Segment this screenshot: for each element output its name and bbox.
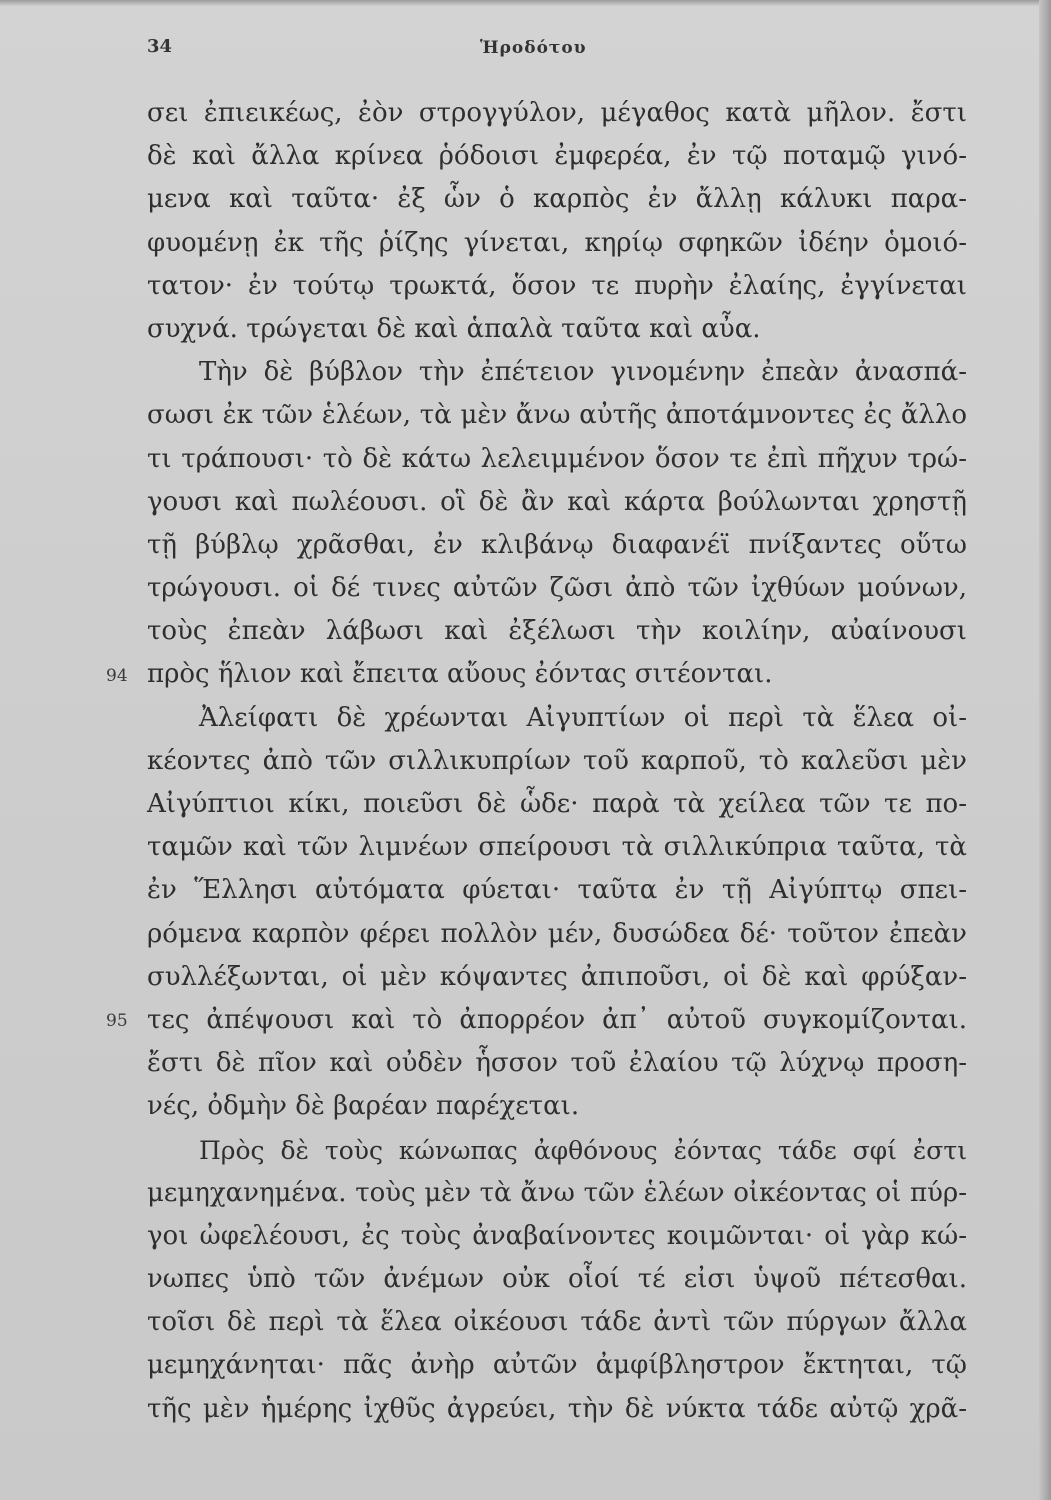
running-title: Ἡροδότου [480,38,587,58]
text-line: συχνά. τρώγεται δὲ καὶ ἁπαλὰ ταῦτα καὶ αὖα. [147,313,761,344]
text-line: πρὸς ἥλιον καὶ ἔπειτα αὔους ἐόντας σιτέονται. [147,659,773,690]
text-line: τοὺς ἐπεὰν λάβωσι καὶ ἐξέλωσι τὴν κοιλίην, αὐαίνουσι [147,616,967,647]
text-line: σει ἐπιεικέως, ἐὸν στρογγύλον, μέγαθος κατὰ μῆλον. ἔστι [147,98,967,128]
text-line: τι τράπουσι· τὸ δὲ κάτω λελειμμένον ὅσον τε ἐπὶ πῆχυν τρώ- [147,443,967,474]
text-line: ρόμενα καρπὸν φέρει πολλὸν μέν, δυσώδεα δέ· τοῦτον ἐπεὰν [147,918,967,949]
text-line: τατον· ἐν τούτῳ τρωκτά, ὅσον τε πυρὴν ἐλαίης, ἐγγίνεται [147,270,967,301]
chapter-number: 95 [106,1011,128,1032]
text-line: Τὴν δὲ βύβλον τὴν ἐπέτειον γινομένην ἐπεὰν ἀνασπά- [199,357,967,388]
text-line: τρώγουσι. οἱ δέ τινες αὐτῶν ζῶσι ἀπὸ τῶν ἰχθύων μούνων, [147,573,967,604]
text-line: νές, ὀδμὴν δὲ βαρέαν παρέχεται. [147,1091,580,1122]
text-line: Πρὸς δὲ τοὺς κώνωπας ἀφθόνους ἐόντας τάδε σφί ἐστι [199,1135,967,1165]
text-line: συλλέξωνται, οἱ μὲν κόψαντες ἀπιποῦσι, οἱ δὲ καὶ φρύξαν- [147,961,967,992]
text-line: τῆς μὲν ἡμέρης ἰχθῦς ἀγρεύει, τὴν δὲ νύκτα τάδε αὐτῷ χρᾶ- [147,1393,967,1424]
text-line: νωπες ὑπὸ τῶν ἀνέμων οὐκ οἷοί τέ εἰσι ὑψοῦ πέτεσθαι. [147,1264,967,1295]
text-line: τες ἀπέψουσι καὶ τὸ ἀπορρέον ἀπ᾽ αὐτοῦ συγκομίζονται. [147,1004,967,1035]
text-line: κέοντες ἀπὸ τῶν σιλλικυπρίων τοῦ καρποῦ, τὸ καλεῦσι μὲν [147,745,967,776]
text-line: μενα καὶ ταῦτα· ἐξ ὧν ὁ καρπὸς ἐν ἄλλῃ κάλυκι παρα- [147,184,967,215]
page-top-edge [0,0,1051,6]
page-number: 34 [147,36,173,57]
text-line: τοῖσι δὲ περὶ τὰ ἕλεα οἰκέουσι τάδε ἀντὶ τῶν πύργων ἄλλα [147,1307,967,1338]
text-line: Αἰγύπτιοι κίκι, ποιεῦσι δὲ ὧδε· παρὰ τὰ χείλεα τῶν τε πο- [147,789,967,819]
text-line: ἔστι δὲ πῖον καὶ οὐδὲν ἧσσον τοῦ ἐλαίου τῷ λύχνῳ προση- [147,1048,967,1079]
text-line: Ἀλείφατι δὲ χρέωνται Αἰγυπτίων οἱ περὶ τὰ ἕλεα οἰ- [199,702,967,733]
text-line: γουσι καὶ πωλέουσι. οἳ δὲ ἂν καὶ κάρτα βούλωνται χρηστῇ [147,486,967,517]
text-line: μεμηχάνηται· πᾶς ἀνὴρ αὐτῶν ἀμφίβληστρον ἔκτηται, τῷ [147,1350,967,1381]
text-line: γοι ὠφελέουσι, ἐς τοὺς ἀναβαίνοντες κοιμῶνται· οἱ γὰρ κώ- [147,1220,967,1251]
chapter-number: 94 [106,665,128,686]
text-line: σωσι ἐκ τῶν ἑλέων, τὰ μὲν ἄνω αὐτῆς ἀποτάμνοντες ἐς ἄλλο [147,400,967,431]
text-line: μεμηχανημένα. τοὺς μὲν τὰ ἄνω τῶν ἑλέων οἰκέοντας οἱ πύρ- [147,1177,967,1208]
page-right-edge [1039,0,1051,1500]
text-line: φυομένῃ ἐκ τῆς ῥίζης γίνεται, κηρίῳ σφηκῶν ἰδέην ὁμοιό- [147,227,967,258]
text-line: ἐν Ἕλλησι αὐτόματα φύεται· ταῦτα ἐν τῇ Αἰγύπτῳ σπει- [147,875,967,906]
text-line: ταμῶν καὶ τῶν λιμνέων σπείρουσι τὰ σιλλικύπρια ταῦτα, τὰ [147,832,967,863]
body-text [147,92,967,1431]
text-line: δὲ καὶ ἄλλα κρίνεα ῥόδοισι ἐμφερέα, ἐν τῷ ποταμῷ γινό- [147,141,967,172]
text-line: τῇ βύβλῳ χρᾶσθαι, ἐν κλιβάνῳ διαφανέϊ πνίξαντες οὕτω [147,529,967,560]
